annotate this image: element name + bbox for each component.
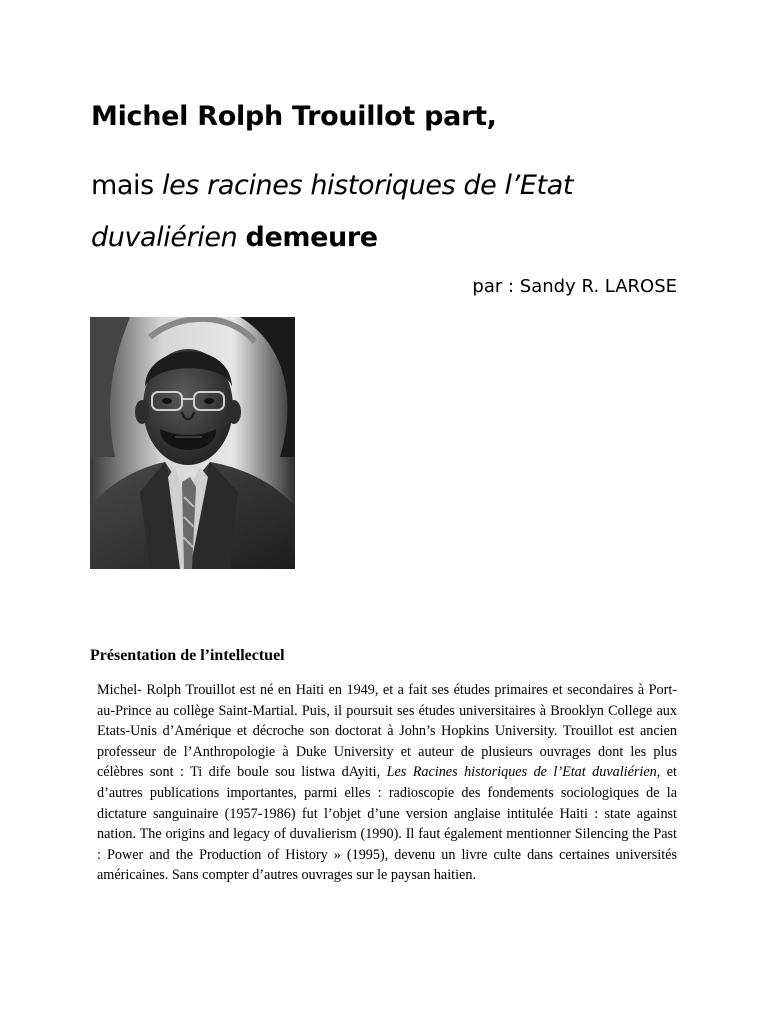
article-title-line-1: Michel Rolph Trouillot part, bbox=[91, 101, 497, 132]
section-heading: Présentation de l’intellectuel bbox=[90, 647, 285, 664]
paragraph-text-part-1: Michel- Rolph Trouillot est né en Haiti en 1949, et a fait ses études primaires et secondaires à Port-au-Prince au collège Saint-Martial. Puis, il poursuit ses études universitaires à Brooklyn College aux Etats-Unis d’Amérique et décroche son doctorat à John’s Hopkins University. Trouillot est ancien professeur de l’Anthropologie à Duke University et auteur de plusieurs ouvrages dont les plus célèbres sont : Ti dife boule sou listwa dAyiti, bbox=[97, 682, 677, 781]
title-prefix: mais bbox=[91, 170, 162, 201]
article-title-line-2 bbox=[91, 160, 691, 264]
body-paragraph bbox=[97, 680, 677, 886]
portrait-illustration bbox=[90, 317, 295, 569]
paragraph-text-part-2: , et d’autres publications importantes, parmi elles : radioscopie des fondements sociologiques de la dictature sanguinaire (1957-1986) fut l’objet d’une version anglaise intitulée Haiti : state against nation. The origins and legacy of duvalierism (1990). Il faut également mentionner Silencing the Past : Power and the Production of History » (1995), devenu un livre culte dans certaines universités américaines. Sans compter d’autres ouvrages sur le paysan haitien. bbox=[97, 764, 677, 884]
author-byline: par : Sandy R. LAROSE bbox=[472, 276, 677, 297]
title-italic-phrase: les racines historiques de l’Etat duvaliérien bbox=[91, 170, 574, 253]
paragraph-book-title: Les Racines historiques de l’Etat duvaliérien bbox=[386, 764, 657, 781]
author-portrait-photo bbox=[90, 317, 295, 569]
title-bold-word: demeure bbox=[245, 222, 378, 253]
